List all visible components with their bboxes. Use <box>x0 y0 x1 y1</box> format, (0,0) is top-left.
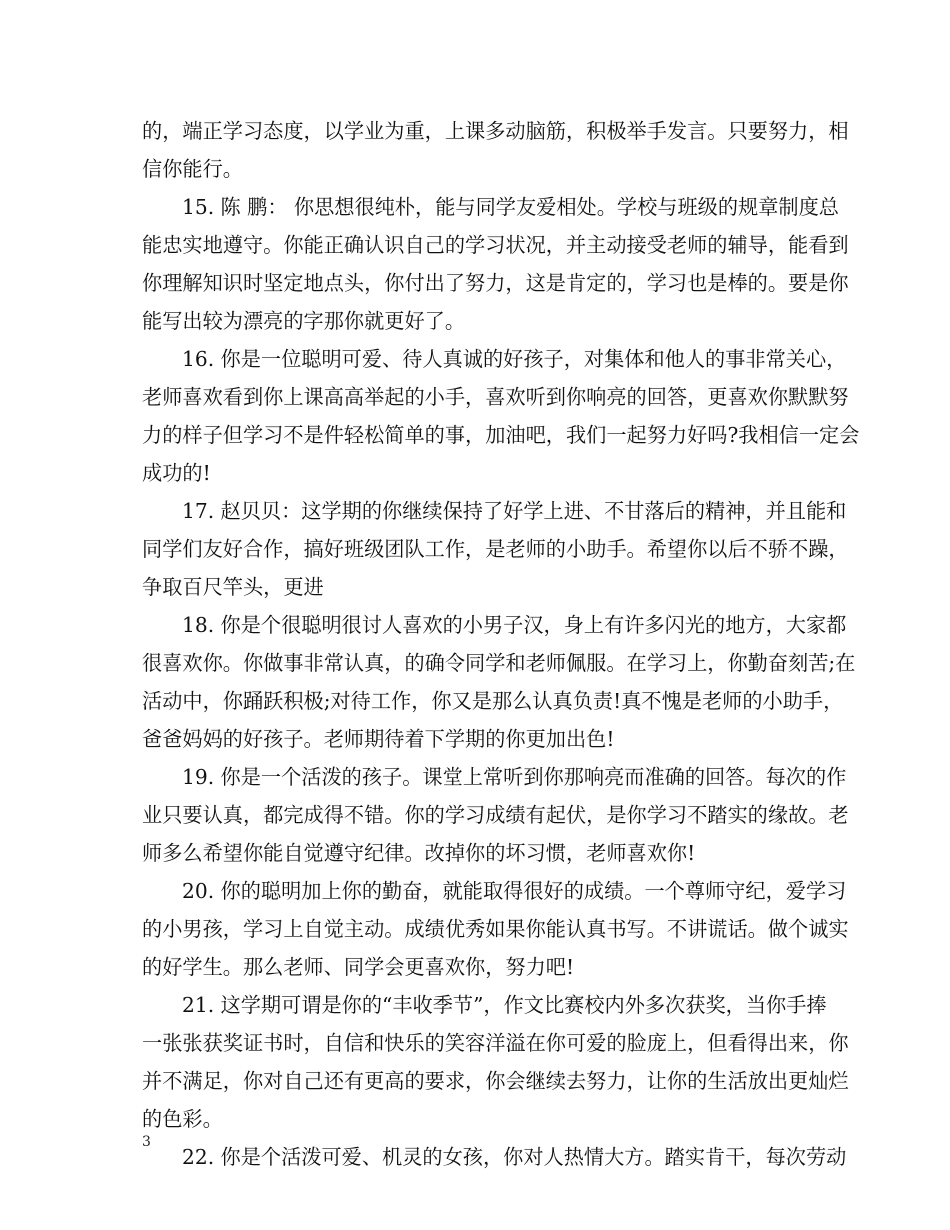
text-line: 活动中，你踊跃积极;对待工作，你又是那么认真负责!真不愧是老师的小助手， <box>142 689 844 713</box>
text-line: 一张张获奖证书时，自信和快乐的笑容洋溢在你可爱的脸庞上，但看得出来，你 <box>142 1031 849 1055</box>
text-line: 能忠实地遵守。你能正确认识自己的学习状况，并主动接受老师的辅导，能看到 <box>142 233 849 257</box>
page-number: 3 <box>142 1134 151 1150</box>
text-line: 能写出较为漂亮的字那你就更好了。 <box>142 309 466 333</box>
text-line: 的，端正学习态度，以学业为重，上课多动脑筋，积极举手发言。只要努力，相 <box>142 119 849 143</box>
text-line: 力的样子但学习不是件轻松简单的事，加油吧，我们一起努力好吗?我相信一定会 <box>142 423 860 447</box>
text-line: 老师喜欢看到你上课高高举起的小手，喜欢听到你响亮的回答，更喜欢你默默努 <box>142 385 849 409</box>
text-line: 你理解知识时坚定地点头，你付出了努力，这是肯定的，学习也是棒的。要是你 <box>142 271 849 295</box>
text-line: 的好学生。那么老师、同学会更喜欢你，努力吧! <box>142 955 575 979</box>
text-line: 15. 陈 鹏： 你思想很纯朴，能与同学友爱相处。学校与班级的规章制度总 <box>182 195 839 219</box>
text-line: 很喜欢你。你做事非常认真，的确令同学和老师佩服。在学习上，你勤奋刻苦;在 <box>142 651 856 675</box>
text-line: 18. 你是个很聪明很讨人喜欢的小男子汉，身上有许多闪光的地方，大家都 <box>182 613 847 637</box>
text-line: 信你能行。 <box>142 157 243 181</box>
document-body <box>142 112 860 1176</box>
text-line: 16. 你是一位聪明可爱、待人真诚的好孩子，对集体和他人的事非常关心， <box>182 347 847 371</box>
text-line: 业只要认真，都完成得不错。你的学习成绩有起伏，是你学习不踏实的缘故。老 <box>142 803 849 827</box>
text-line: 22. 你是个活泼可爱、机灵的女孩，你对人热情大方。踏实肯干，每次劳动 <box>182 1145 847 1169</box>
text-line: 并不满足，你对自己还有更高的要求，你会继续去努力，让你的生活放出更灿烂 <box>142 1069 849 1093</box>
text-line: 师多么希望你能自觉遵守纪律。改掉你的坏习惯，老师喜欢你! <box>142 841 696 865</box>
text-line: 同学们友好合作，搞好班级团队工作，是老师的小助手。希望你以后不骄不躁， <box>142 537 849 561</box>
text-line: 21. 这学期可谓是你的“丰收季节”，作文比赛校内外多次获奖，当你手捧 <box>182 993 827 1017</box>
text-line: 20. 你的聪明加上你的勤奋，就能取得很好的成绩。一个尊师守纪，爱学习 <box>182 879 847 903</box>
text-line: 的色彩。 <box>142 1107 223 1131</box>
text-line: 爸爸妈妈的好孩子。老师期待着下学期的你更加出色! <box>142 727 615 751</box>
text-line: 成功的! <box>142 461 211 485</box>
text-line: 19. 你是一个活泼的孩子。课堂上常听到你那响亮而准确的回答。每次的作 <box>182 765 847 789</box>
text-line: 的小男孩，学习上自觉主动。成绩优秀如果你能认真书写。不讲谎话。做个诚实 <box>142 917 849 941</box>
text-line: 争取百尺竿头，更进 <box>142 575 324 599</box>
text-line: 17. 赵贝贝：这学期的你继续保持了好学上进、不甘落后的精神，并且能和 <box>182 499 847 523</box>
